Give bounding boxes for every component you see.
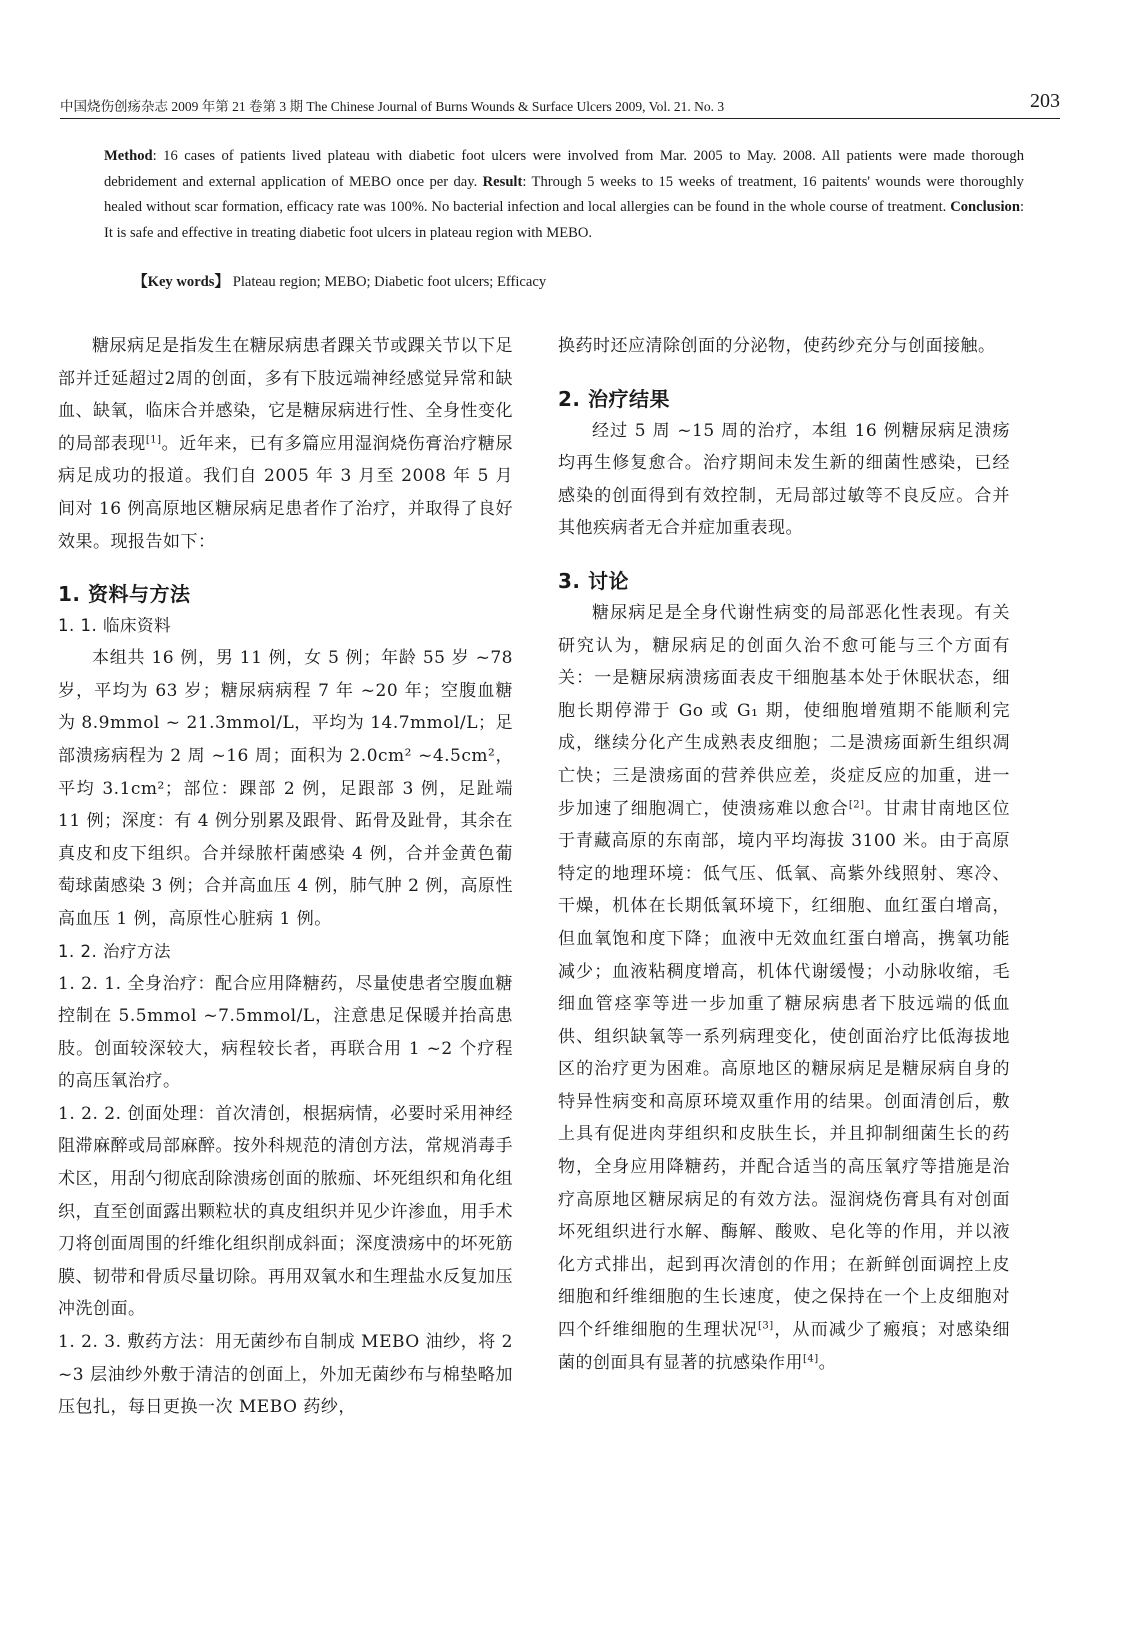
intro-text-a: 糖尿病足是指发生在糖尿病患者踝关节或踝关节以下足部并迁延超过2周的创面，多有下肢远端神经感觉异常和缺血、缺氧，临床合并感染，它是糖尿病进行性、全身性变化的局部表现 xyxy=(58,336,513,454)
section-1-2-title: 1. 2. 治疗方法 xyxy=(58,941,171,961)
section-3-text-a: 糖尿病足是全身代谢性病变的局部恶化性表现。有关研究认为，糖尿病足的创面久治不愈可能与三个方面有关：一是糖尿病溃疡面表皮干细胞基本处于休眠状态，细胞长期停滞于 Go 或 G₁ 期，使细胞增殖期不能顺利完成，继续分化产生成熟表皮细胞；二是溃疡面新生组织凋亡快；三是溃疡面的营养供应差，炎症反应的加重，进一步加速了细胞凋亡，使溃疡难以愈合 xyxy=(558,602,1010,819)
intro-paragraph xyxy=(58,330,513,558)
ref-4: [4] xyxy=(803,1352,819,1364)
section-1-title: 1. 资料与方法 xyxy=(58,582,191,607)
result-text: : Through 5 weeks to 15 weeks of treatment, 16 paitents' wounds were thoroughly healed without scar formation, efficacy rate was 100%. No bacterial infection and local allergies can be found in the whole course of treatment. xyxy=(104,173,1024,215)
ref-1: [1] xyxy=(145,434,162,446)
section-2-text: 经过 5 周 ~15 周的治疗，本组 16 例糖尿病足溃疡均再生修复愈合。治疗期间未发生新的细菌性感染，已经感染的创面得到有效控制，无局部过敏等不良反应。合并其他疾病者无合并症加重表现。 xyxy=(558,420,1010,539)
keywords-label: 【Key words】 xyxy=(133,274,230,290)
page-number: 203 xyxy=(1030,90,1060,112)
section-3-text-b: 。甘肃甘南地区位于青藏高原的东南部，境内平均海拔 3100 米。由于高原特定的地理环境：低气压、低氧、高紫外线照射、寒冷、干燥，机体在长期低氧环境下，红细胞、血红蛋白增高，但血氧饱和度下降；血液中无效血红蛋白增高，携氧功能减少；血液粘稠度增高，机体代谢缓慢；小动脉收缩，毛细血管痉挛等进一步加重了糖尿病患者下肢远端的低血供、组织缺氧等一系列病理变化，使创面治疗比低海拔地区的治疗更为困难。高原地区的糖尿病足是糖尿病自身的特异性病变和高原环境双重作用的结果。创面清创后，敷上具有促进肉芽组织和皮肤生长，并且抑制细菌生长的药物，全身应用降糖药，并配合适当的高压氧疗等措施是治疗高原地区糖尿病足的有效方法。湿润烧伤膏具有对创面坏死组织进行水解、酶解、酸败、皂化等的作用，并以液化方式排出，起到再次清创的作用；在新鲜创面调控上皮细胞和纤维细胞的生长速度，使之保持在一个上皮细胞对四个纤维细胞的生理状况 xyxy=(558,798,1011,1341)
continued-text: 换药时还应清除创面的分泌物，使药纱充分与创面接触。 xyxy=(558,336,996,356)
left-column xyxy=(58,330,513,1424)
section-2-title: 2. 治疗结果 xyxy=(558,386,670,411)
ref-3: [3] xyxy=(757,1320,774,1332)
intro-text-b: 。近年来，已有多篇应用湿润烧伤膏治疗糖尿病足成功的报道。我们自 2005 年 3 月至 2008 年 5 月间对 16 例高原地区糖尿病足患者作了治疗，并取得了良好效果。现报告如下： xyxy=(58,433,514,552)
section-3-text xyxy=(558,597,1010,1379)
section-1-1-title: 1. 1. 临床资料 xyxy=(58,616,171,636)
section-1-1-text: 本组共 16 例，男 11 例，女 5 例；年龄 55 岁 ~78 岁，平均为 63 岁；糖尿病病程 7 年 ~20 年；空腹血糖为 8.9mmol ~ 21.3mmol/L，平均为 14.7mmol/L；足部溃疡病程为 2 周 ~16 周；面积为 2.0cm² ~4.5cm²，平均 3.1cm²；部位：踝部 2 例，足跟部 3 例，足趾端 11 例；深度：有 4 例分别累及跟骨、跖骨及趾骨，其余在真皮和皮下组织。合并绿脓杆菌感染 4 例，合并金黄色葡萄球菌感染 3 例；合并高血压 4 例，肺气肿 2 例，高原性高血压 1 例，高原性心脏病 1 例。 xyxy=(58,648,513,929)
ref-2: [2] xyxy=(848,798,865,810)
section-1-2-2: 1. 2. 2. 创面处理：首次清创，根据病情，必要时采用神经阻滞麻醉或局部麻醉。按外科规范的清创方法，常规消毒手术区，用刮勺彻底刮除溃疡创面的脓痂、坏死组织和角化组织，直至创面露出颗粒状的真皮组织并见少许渗血，用手术刀将创面周围的纤维化组织削成斜面；深度溃疡中的坏死筋膜、韧带和骨质尽量切除。再用双氧水和生理盐水反复加压冲洗创面。 xyxy=(58,1103,513,1320)
running-header xyxy=(60,92,1060,119)
conclusion-label: Conclusion xyxy=(950,199,1020,215)
section-1-2-3: 1. 2. 3. 敷药方法：用无菌纱布自制成 MEBO 油纱，将 2 ~3 层油纱外敷于清洁的创面上，外加无菌纱布与棉垫略加压包扎，每日更换一次 MEBO 药纱， xyxy=(58,1332,513,1418)
method-text: : 16 cases of patients lived plateau with diabetic foot ulcers were involved from Mar. 2005 to May. 2008. All patients were made thorough debridement and external application of MEBO once per day. xyxy=(104,148,1024,190)
section-3-text-c: ，从而减少了瘢痕；对感染细菌的创面具有显著的抗感染作用 xyxy=(558,1320,1011,1373)
keywords xyxy=(133,270,1033,291)
result-label: Result xyxy=(482,173,523,190)
right-column xyxy=(558,330,1010,1379)
english-abstract xyxy=(104,144,1024,246)
section-3-title: 3. 讨论 xyxy=(558,568,629,593)
conclusion-text: : It is safe and effective in treating diabetic foot ulcers in plateau region with MEBO. xyxy=(104,199,1024,241)
section-1-2-1: 1. 2. 1. 全身治疗：配合应用降糖药，尽量使患者空腹血糖控制在 5.5mmol ~7.5mmol/L，注意患足保暖并抬高患肢。创面较深较大，病程较长者，再联合用 1 ~2 个疗程的高压氧治疗。 xyxy=(58,973,513,1092)
method-label: Method xyxy=(104,148,153,164)
section-3-text-d: 。 xyxy=(818,1352,837,1373)
running-title: 中国烧伤创疡杂志 2009 年第 21 卷第 3 期 The Chinese Journal of Burns Wounds & Surface Ulcers 2009, Vol. 21. No. 3 xyxy=(60,99,725,114)
keywords-text: Plateau region; MEBO; Diabetic foot ulcers; Efficacy xyxy=(229,274,547,290)
